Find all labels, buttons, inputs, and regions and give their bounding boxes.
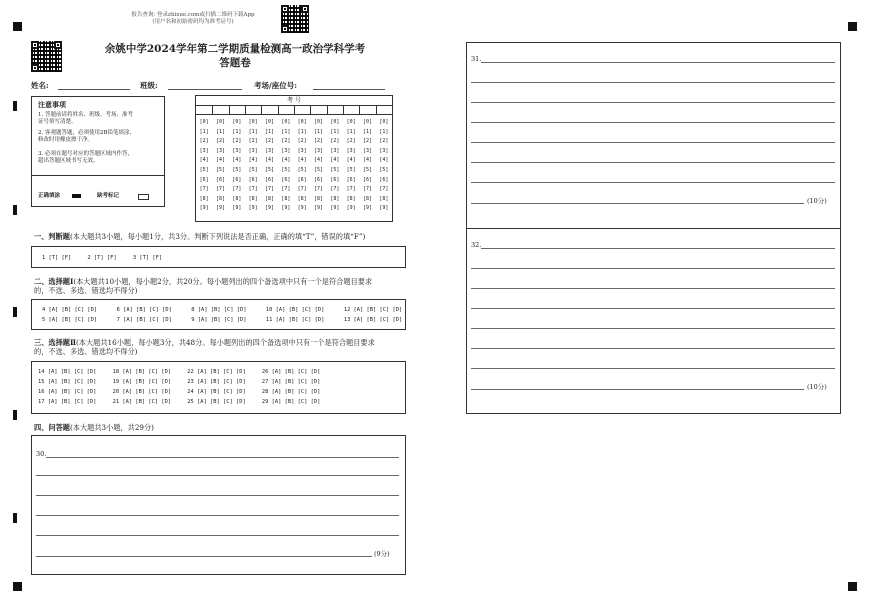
exam-id-bubble[interactable]: [7] bbox=[362, 186, 373, 193]
correct-fill-sample bbox=[72, 194, 81, 198]
exam-id-bubble[interactable]: [3] bbox=[346, 147, 356, 154]
exam-id-bubble[interactable]: [1] bbox=[313, 128, 324, 135]
exam-id-bubble[interactable]: [9] bbox=[215, 205, 226, 212]
exam-id-write-cell[interactable] bbox=[196, 105, 212, 114]
exam-id-bubble[interactable]: [3] bbox=[297, 147, 307, 154]
notice-box bbox=[31, 96, 165, 207]
answer-line bbox=[471, 368, 835, 369]
title-line-2: 答题卷 bbox=[219, 57, 251, 69]
exam-id-bubble[interactable]: [4] bbox=[346, 157, 356, 164]
exam-id-bubble[interactable]: [6] bbox=[313, 176, 324, 183]
exam-id-write-cell[interactable] bbox=[212, 105, 228, 114]
exam-id-bubble[interactable]: [9] bbox=[264, 205, 275, 212]
exam-id-bubble[interactable]: [3] bbox=[313, 147, 324, 154]
exam-id-digit-column[interactable] bbox=[231, 118, 242, 214]
exam-id-bubble[interactable]: [2] bbox=[330, 138, 340, 145]
absent-mark-box[interactable] bbox=[138, 194, 149, 200]
exam-id-write-cell[interactable] bbox=[278, 105, 294, 114]
exam-id-bubble[interactable]: [0] bbox=[215, 119, 226, 125]
exam-id-bubble[interactable]: [2] bbox=[281, 138, 291, 145]
exam-id-bubble[interactable]: [8] bbox=[379, 195, 389, 202]
exam-id-write-cell[interactable] bbox=[310, 105, 326, 114]
name-label: 姓名: bbox=[31, 81, 49, 90]
answer-line bbox=[481, 248, 835, 249]
exam-id-bubble[interactable]: [4] bbox=[379, 157, 389, 164]
answer-line bbox=[471, 389, 804, 390]
answer-line bbox=[471, 182, 835, 183]
section-4-title: 四、问答题 bbox=[34, 423, 70, 432]
name-field[interactable] bbox=[58, 80, 130, 90]
exam-id-bubble[interactable]: [4] bbox=[232, 157, 242, 164]
exam-id-bubble[interactable]: [7] bbox=[248, 186, 258, 193]
exam-id-write-cell[interactable] bbox=[261, 105, 277, 114]
title-line-1: 余姚中学2024学年第二学期质量检测高一政治学科学考 bbox=[104, 43, 366, 55]
exam-id-digit-column[interactable] bbox=[215, 118, 226, 214]
exam-id-bubble[interactable]: [6] bbox=[248, 176, 258, 183]
exam-id-write-cell[interactable] bbox=[359, 105, 375, 114]
exam-id-bubble[interactable]: [0] bbox=[362, 119, 373, 125]
corner-mark-top-right bbox=[848, 22, 857, 31]
exam-id-write-cell[interactable] bbox=[376, 105, 392, 114]
answer-line bbox=[471, 288, 835, 289]
exam-id-bubble[interactable]: [5] bbox=[313, 166, 324, 173]
room-seat-label: 考场/座位号: bbox=[254, 81, 298, 90]
exam-id-bubble[interactable]: [7] bbox=[215, 186, 226, 193]
section-3-answer-box bbox=[31, 361, 406, 414]
room-seat-field[interactable] bbox=[313, 80, 385, 90]
answer-line bbox=[471, 102, 835, 103]
report-line-1: 报告查询: 登录zhixue.com或扫描二维码下载App bbox=[131, 12, 255, 18]
exam-id-bubble[interactable]: [0] bbox=[281, 119, 291, 125]
exam-id-bubble[interactable]: [3] bbox=[330, 147, 340, 154]
answer-line bbox=[471, 203, 804, 204]
exam-id-write-cell[interactable] bbox=[229, 105, 245, 114]
exam-id-bubble[interactable]: [9] bbox=[313, 205, 324, 212]
exam-id-bubble[interactable]: [4] bbox=[199, 157, 209, 164]
exam-id-bubble[interactable]: [9] bbox=[297, 205, 307, 212]
exam-id-bubble[interactable]: [9] bbox=[330, 205, 340, 212]
section-2-title: 二、选择题Ⅰ bbox=[34, 277, 74, 286]
exam-id-bubble[interactable]: [1] bbox=[281, 128, 291, 135]
exam-id-digit-column[interactable] bbox=[248, 118, 259, 214]
answer-line bbox=[471, 122, 835, 123]
exam-id-bubble[interactable]: [2] bbox=[346, 138, 356, 145]
answer-line bbox=[36, 495, 399, 496]
choice-row[interactable]: 15 [A] [B] [C] [D] 19 [A] [B] [C] [D] 23 [A] [B] [C] [D] 27 [A] [B] [C] [D] bbox=[38, 379, 321, 385]
exam-id-bubble[interactable]: [4] bbox=[313, 157, 324, 164]
choice-row[interactable]: 14 [A] [B] [C] [D] 18 [A] [B] [C] [D] 22 [A] [B] [C] [D] 26 [A] [B] [C] [D] bbox=[38, 369, 321, 375]
exam-id-bubble[interactable]: [8] bbox=[313, 195, 324, 202]
exam-id-bubble[interactable]: [2] bbox=[297, 138, 307, 145]
student-qr-code bbox=[31, 41, 62, 72]
exam-id-bubble[interactable]: [6] bbox=[362, 176, 373, 183]
class-field[interactable] bbox=[168, 80, 242, 90]
exam-id-bubble[interactable]: [1] bbox=[215, 128, 226, 135]
exam-id-bubble[interactable]: [0] bbox=[379, 119, 389, 125]
section-2-answer-box bbox=[31, 299, 406, 330]
exam-id-bubble[interactable]: [7] bbox=[313, 186, 324, 193]
exam-id-bubble[interactable]: [4] bbox=[281, 157, 291, 164]
exam-id-bubble[interactable]: [5] bbox=[232, 166, 242, 173]
exam-id-bubble[interactable]: [2] bbox=[248, 138, 258, 145]
exam-id-bubble[interactable]: [6] bbox=[232, 176, 242, 183]
notice-item: 1. 答题前请将姓名、班级、考场、准考证号填写清楚。 bbox=[38, 112, 133, 125]
exam-id-bubble[interactable]: [7] bbox=[297, 186, 307, 193]
section-2-desc-1: (本大题共10小题，每小题2分，共20分。每小题列出的四个备选项中只有一个是符合题目要求 bbox=[73, 277, 373, 286]
answer-line bbox=[481, 62, 835, 63]
report-line-2: (用户名和初始密码均为准考证号) bbox=[152, 19, 234, 25]
section-2-heading bbox=[34, 277, 409, 295]
exam-id-bubble[interactable]: [9] bbox=[346, 205, 356, 212]
exam-id-bubble[interactable]: [9] bbox=[232, 205, 242, 212]
exam-id-bubble[interactable]: [6] bbox=[297, 176, 307, 183]
exam-id-bubble[interactable]: [9] bbox=[379, 205, 389, 212]
exam-id-bubble[interactable]: [7] bbox=[379, 186, 389, 193]
exam-id-bubble[interactable]: [0] bbox=[313, 119, 324, 125]
answer-line bbox=[46, 457, 399, 458]
notice-item: 2. 客观题答题，必须使用2B铅笔填涂，修改时用橡皮擦干净。 bbox=[38, 130, 136, 143]
answer-line bbox=[471, 82, 835, 83]
exam-id-bubble[interactable]: [8] bbox=[232, 195, 242, 202]
exam-id-bubble[interactable]: [0] bbox=[297, 119, 307, 125]
answer-line bbox=[36, 556, 372, 557]
exam-id-bubble[interactable]: [5] bbox=[215, 166, 226, 173]
q32-answer-box[interactable] bbox=[466, 228, 841, 414]
app-qr-code[interactable] bbox=[281, 5, 309, 33]
exam-id-bubble[interactable]: [5] bbox=[346, 166, 356, 173]
section-4-heading bbox=[34, 423, 154, 432]
exam-id-digit-column[interactable] bbox=[280, 118, 291, 214]
exam-id-digit-column[interactable] bbox=[329, 118, 340, 214]
exam-id-bubble[interactable]: [1] bbox=[264, 128, 275, 135]
section-3-title: 三、选择题Ⅱ bbox=[34, 338, 76, 347]
exam-id-bubble[interactable]: [2] bbox=[232, 138, 242, 145]
section-2-desc-2: 的，不选、多选、错选均不得分) bbox=[34, 286, 138, 295]
exam-id-write-cell[interactable] bbox=[327, 105, 343, 114]
choice-row[interactable]: 4 [A] [B] [C] [D] 6 [A] [B] [C] [D] 8 [A] [B] [C] [D] 10 [A] [B] [C] [D] 12 [A] [B] [C] [D] bbox=[42, 307, 403, 313]
exam-id-bubble[interactable]: [8] bbox=[330, 195, 340, 202]
exam-id-digit-column[interactable] bbox=[346, 118, 357, 214]
section-1-title: 一、判断题 bbox=[34, 232, 70, 241]
page-title bbox=[62, 42, 408, 70]
exam-id-bubble[interactable]: [5] bbox=[362, 166, 373, 173]
correct-fill-label: 正确填涂 bbox=[38, 193, 61, 199]
exam-id-bubble[interactable]: [1] bbox=[199, 128, 209, 135]
exam-id-bubble[interactable]: [4] bbox=[362, 157, 373, 164]
exam-id-bubble[interactable]: [1] bbox=[362, 128, 373, 135]
exam-id-bubble[interactable]: [7] bbox=[346, 186, 356, 193]
exam-id-write-cell[interactable] bbox=[245, 105, 261, 114]
exam-id-bubble[interactable]: [1] bbox=[248, 128, 258, 135]
exam-id-bubble[interactable]: [1] bbox=[379, 128, 389, 135]
exam-id-bubble[interactable]: [2] bbox=[379, 138, 389, 145]
q30-score: (9分) bbox=[374, 550, 390, 558]
exam-id-bubble[interactable]: [5] bbox=[248, 166, 258, 173]
exam-id-grid bbox=[195, 95, 393, 222]
exam-id-bubble[interactable]: [2] bbox=[313, 138, 324, 145]
answer-line bbox=[471, 328, 835, 329]
exam-id-bubble[interactable]: [2] bbox=[215, 138, 226, 145]
exam-id-bubble[interactable]: [8] bbox=[281, 195, 291, 202]
exam-id-bubble[interactable]: [7] bbox=[281, 186, 291, 193]
section-1-heading bbox=[34, 232, 414, 241]
answer-line bbox=[471, 162, 835, 163]
timing-mark bbox=[13, 205, 17, 215]
exam-id-bubble[interactable]: [8] bbox=[346, 195, 356, 202]
exam-id-bubble[interactable]: [3] bbox=[199, 147, 209, 154]
exam-id-bubble[interactable]: [9] bbox=[281, 205, 291, 212]
exam-id-bubble[interactable]: [3] bbox=[362, 147, 373, 154]
answer-line bbox=[36, 515, 399, 516]
exam-id-bubble[interactable]: [6] bbox=[199, 176, 209, 183]
q32-number: 32. bbox=[471, 241, 482, 249]
exam-id-bubble[interactable]: [7] bbox=[199, 186, 209, 193]
report-info bbox=[118, 12, 268, 26]
exam-id-bubble[interactable]: [4] bbox=[248, 157, 258, 164]
exam-id-bubble[interactable]: [6] bbox=[346, 176, 356, 183]
exam-id-write-cell[interactable] bbox=[343, 105, 359, 114]
exam-id-bubble[interactable]: [5] bbox=[297, 166, 307, 173]
exam-id-bubble[interactable]: [0] bbox=[248, 119, 258, 125]
exam-id-write-cell[interactable] bbox=[294, 105, 310, 114]
section-3-desc-2: 的，不选、多选、错选均不得分) bbox=[34, 347, 138, 356]
exam-id-bubble[interactable]: [5] bbox=[330, 166, 340, 173]
class-label: 班级: bbox=[140, 81, 158, 90]
answer-line bbox=[36, 475, 399, 476]
exam-id-bubble[interactable]: [8] bbox=[248, 195, 258, 202]
exam-id-bubble[interactable]: [7] bbox=[232, 186, 242, 193]
exam-id-bubble[interactable]: [0] bbox=[330, 119, 340, 125]
exam-id-digit-column[interactable] bbox=[378, 118, 389, 214]
exam-id-bubble[interactable]: [4] bbox=[330, 157, 340, 164]
judge-options-row[interactable]: 1 [T] [F] 2 [T] [F] 3 [T] [F] bbox=[42, 255, 163, 261]
exam-id-digit-column[interactable] bbox=[297, 118, 308, 214]
q31-answer-box[interactable] bbox=[466, 42, 841, 229]
timing-mark bbox=[13, 513, 17, 523]
answer-line bbox=[471, 308, 835, 309]
exam-id-bubble[interactable]: [9] bbox=[362, 205, 373, 212]
notice-title: 注意事项 bbox=[38, 100, 66, 109]
choice-row[interactable]: 5 [A] [B] [C] [D] 7 [A] [B] [C] [D] 9 [A] [B] [C] [D] 11 [A] [B] [C] [D] 13 [A] [B] [C] [D] bbox=[42, 317, 403, 323]
q31-number: 31. bbox=[471, 55, 482, 63]
section-1-desc: (本大题共3小题，每小题1分，共3分。判断下列说法是否正确，正确的填“T”，错误的填“F”) bbox=[69, 232, 366, 241]
timing-mark bbox=[13, 410, 17, 420]
answer-line bbox=[471, 142, 835, 143]
timing-mark bbox=[13, 101, 17, 111]
exam-id-bubble[interactable]: [8] bbox=[199, 195, 209, 202]
exam-id-bubble[interactable]: [9] bbox=[199, 205, 209, 212]
exam-id-bubble[interactable]: [1] bbox=[297, 128, 307, 135]
exam-id-bubble[interactable]: [2] bbox=[362, 138, 373, 145]
section-3-heading bbox=[34, 338, 409, 356]
section-3-desc-1: (本大题共16小题，每小题3分，共48分。每小题列出的四个备选项中只有一个是符合题目要求 bbox=[76, 338, 375, 347]
answer-line bbox=[471, 268, 835, 269]
exam-id-digit-column[interactable] bbox=[362, 118, 373, 214]
choice-row[interactable]: 17 [A] [B] [C] [D] 21 [A] [B] [C] [D] 25 [A] [B] [C] [D] 29 [A] [B] [C] [D] bbox=[38, 399, 321, 405]
exam-id-bubble[interactable]: [6] bbox=[330, 176, 340, 183]
exam-id-bubble[interactable]: [3] bbox=[215, 147, 226, 154]
exam-id-bubble[interactable]: [1] bbox=[330, 128, 340, 135]
exam-id-bubble[interactable]: [7] bbox=[264, 186, 275, 193]
exam-id-bubble[interactable]: [0] bbox=[346, 119, 356, 125]
corner-mark-bottom-right bbox=[848, 582, 857, 591]
exam-id-bubble[interactable]: [7] bbox=[330, 186, 340, 193]
exam-id-header: 考 号 bbox=[287, 97, 301, 104]
section-4-desc: (本大题共3小题，共29分) bbox=[69, 423, 154, 432]
exam-id-digit-column[interactable] bbox=[264, 118, 275, 214]
exam-id-bubble[interactable]: [6] bbox=[215, 176, 226, 183]
exam-id-bubble[interactable]: [4] bbox=[215, 157, 226, 164]
exam-id-bubble[interactable]: [4] bbox=[297, 157, 307, 164]
exam-id-bubble[interactable]: [4] bbox=[264, 157, 275, 164]
exam-id-bubble[interactable]: [6] bbox=[281, 176, 291, 183]
exam-id-bubble[interactable]: [0] bbox=[199, 119, 209, 125]
corner-mark-bottom-left bbox=[13, 582, 22, 591]
exam-id-bubble[interactable]: [3] bbox=[281, 147, 291, 154]
exam-id-bubble[interactable]: [3] bbox=[232, 147, 242, 154]
exam-id-bubble[interactable]: [5] bbox=[264, 166, 275, 173]
answer-line bbox=[471, 348, 835, 349]
exam-id-bubble[interactable]: [6] bbox=[264, 176, 275, 183]
answer-line bbox=[36, 535, 399, 536]
exam-id-bubble[interactable]: [3] bbox=[264, 147, 275, 154]
exam-id-bubble[interactable]: [5] bbox=[281, 166, 291, 173]
exam-id-bubble[interactable]: [0] bbox=[232, 119, 242, 125]
exam-id-digit-column[interactable] bbox=[313, 118, 324, 214]
corner-mark-top-left bbox=[13, 22, 22, 31]
exam-id-bubble[interactable]: [5] bbox=[379, 166, 389, 173]
absent-mark-label: 缺考标记 bbox=[97, 193, 120, 199]
exam-id-bubble[interactable]: [1] bbox=[232, 128, 242, 135]
q31-score: (10分) bbox=[807, 197, 827, 205]
exam-id-bubble[interactable]: [8] bbox=[215, 195, 226, 202]
exam-id-bubble[interactable]: [8] bbox=[297, 195, 307, 202]
exam-id-bubble[interactable]: [1] bbox=[346, 128, 356, 135]
q32-score: (10分) bbox=[807, 383, 827, 391]
exam-id-bubble[interactable]: [3] bbox=[248, 147, 258, 154]
notice-item: 3. 必须在题号对应的答题区域内作答，超出答题区域书写无效。 bbox=[38, 151, 133, 164]
section-1-answer-box bbox=[31, 246, 406, 268]
exam-id-bubble[interactable]: [0] bbox=[264, 119, 275, 125]
choice-row[interactable]: 16 [A] [B] [C] [D] 20 [A] [B] [C] [D] 24 [A] [B] [C] [D] 28 [A] [B] [C] [D] bbox=[38, 389, 321, 395]
exam-id-digit-column[interactable] bbox=[199, 118, 210, 214]
exam-id-bubble[interactable]: [3] bbox=[379, 147, 389, 154]
q30-number: 30. bbox=[36, 450, 47, 458]
exam-id-bubble[interactable]: [2] bbox=[199, 138, 209, 145]
exam-id-bubble[interactable]: [8] bbox=[264, 195, 275, 202]
q30-answer-box[interactable] bbox=[31, 435, 406, 575]
timing-mark bbox=[13, 307, 17, 317]
exam-id-bubble[interactable]: [5] bbox=[199, 166, 209, 173]
exam-id-bubble[interactable]: [6] bbox=[379, 176, 389, 183]
exam-id-bubble[interactable]: [8] bbox=[362, 195, 373, 202]
exam-id-bubble[interactable]: [9] bbox=[248, 205, 258, 212]
exam-id-bubble[interactable]: [2] bbox=[264, 138, 275, 145]
